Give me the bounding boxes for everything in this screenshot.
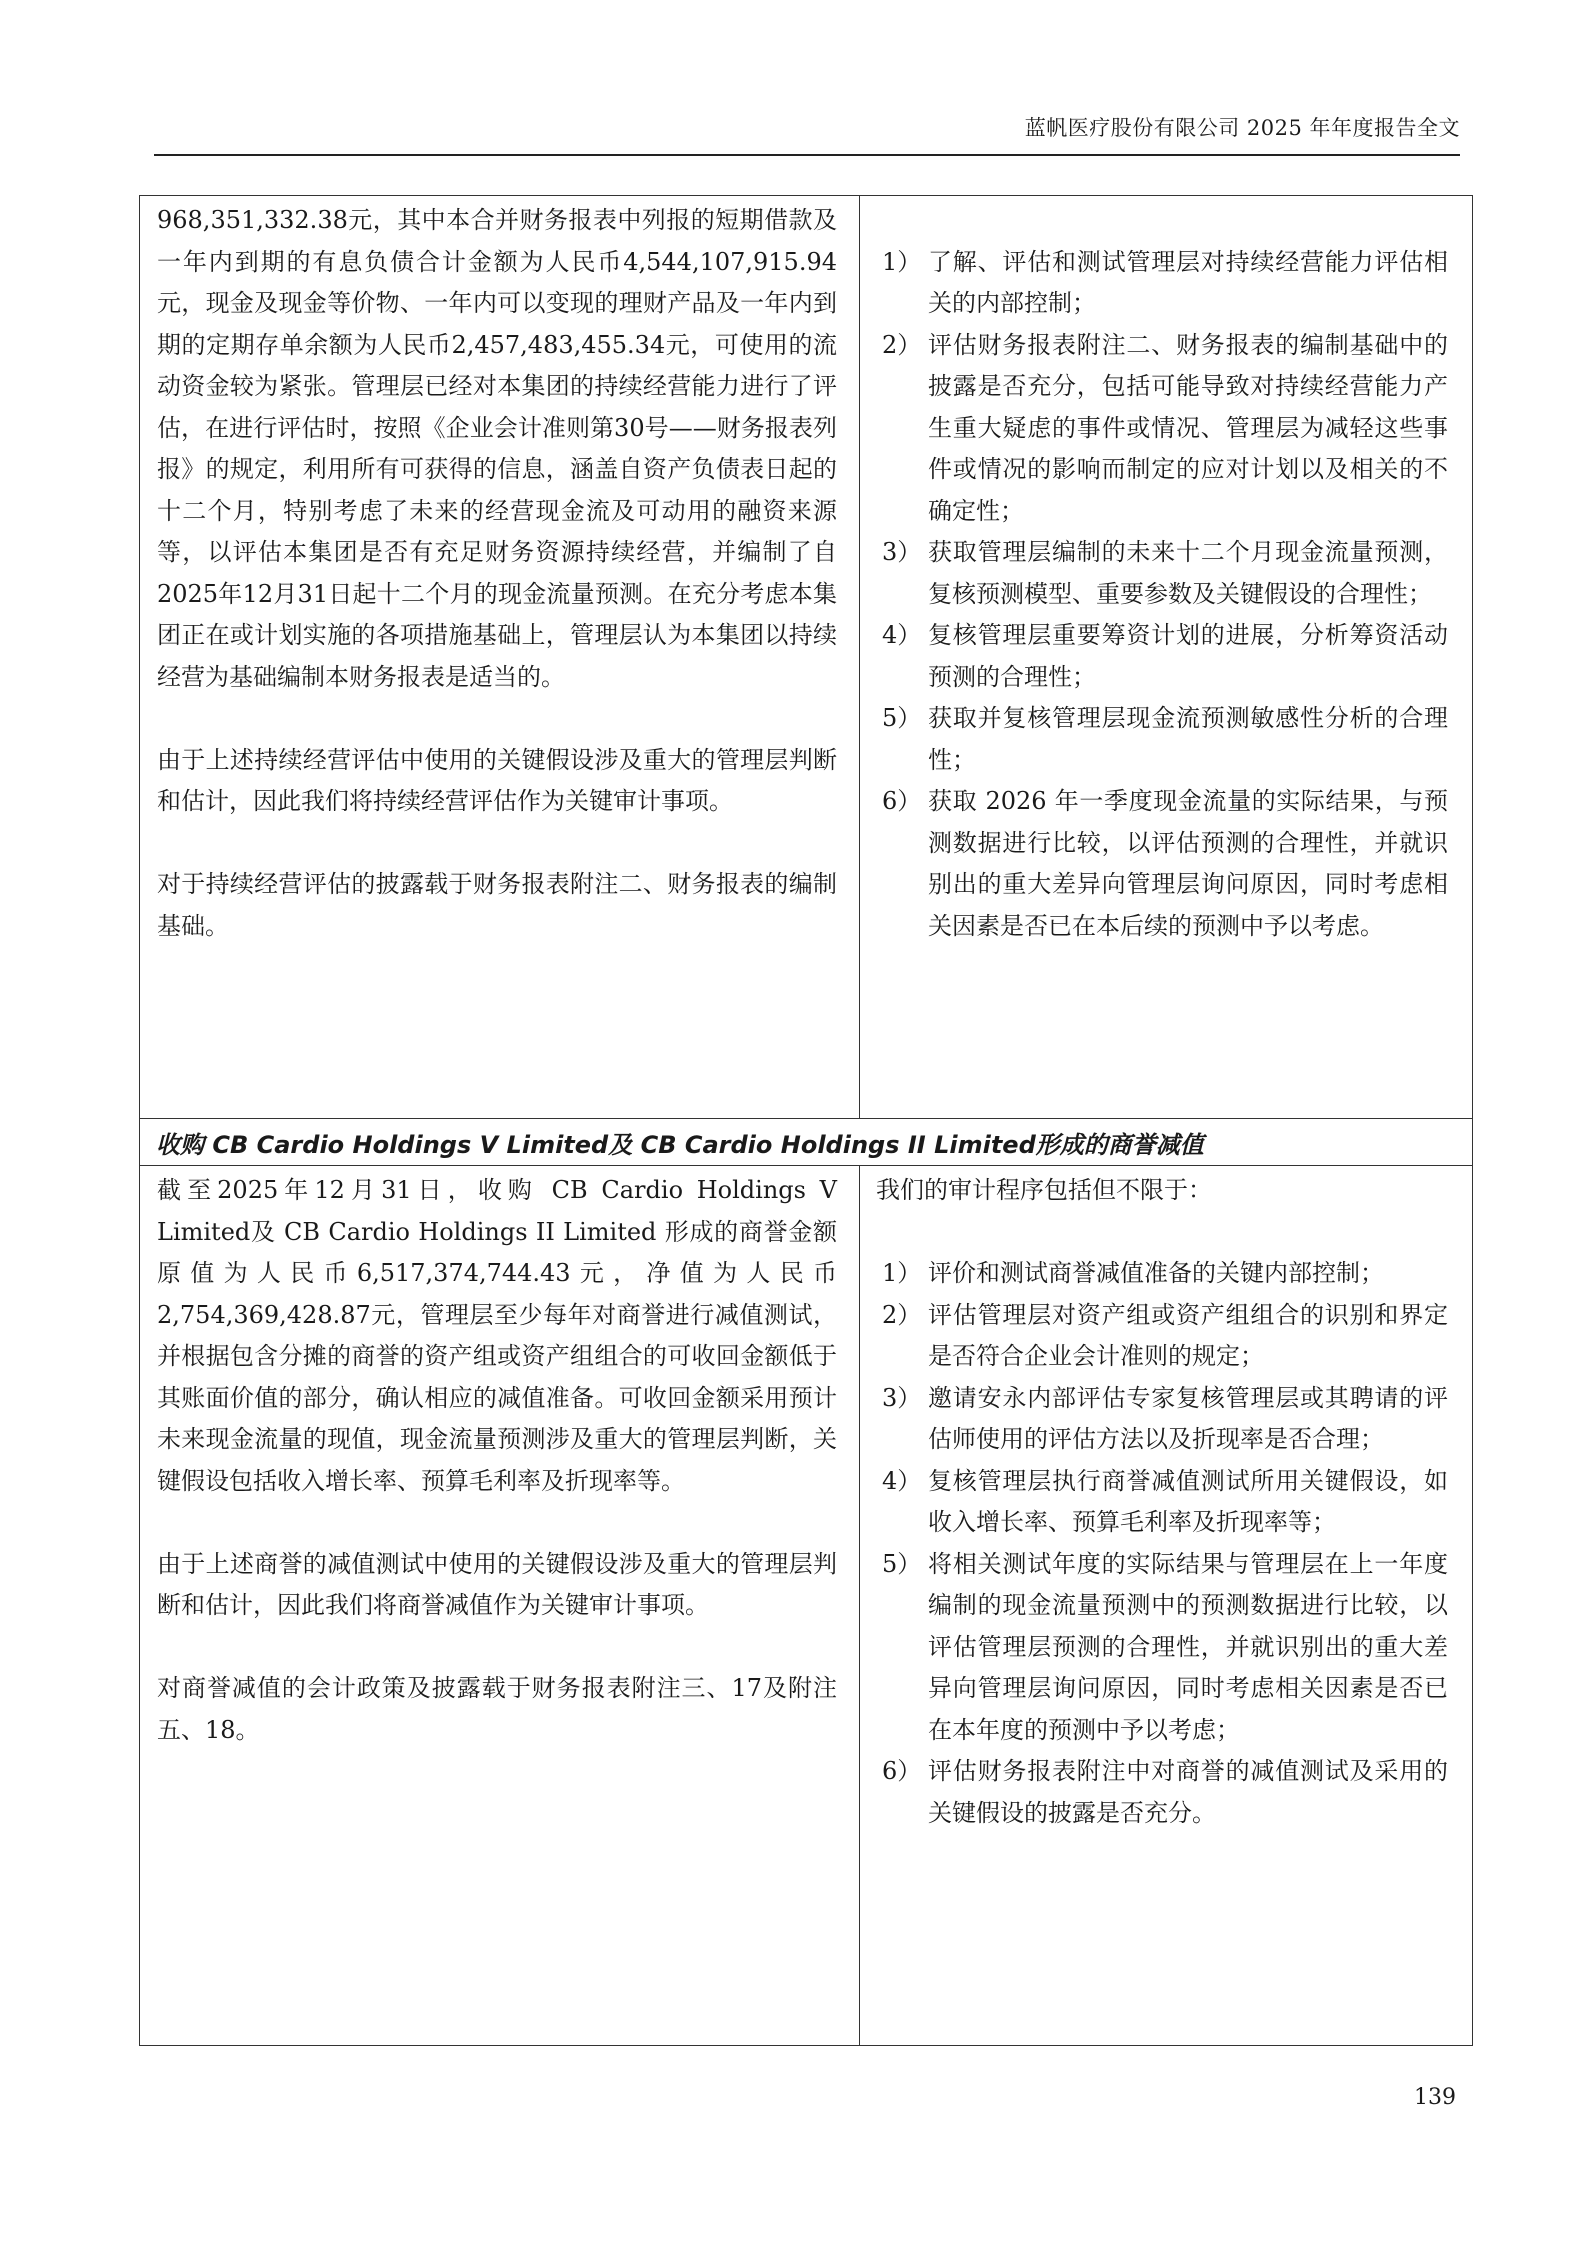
list-item: 6） 获取 2026 年一季度现金流量的实际结果，与预测数据进行比较，以评估预测的合理性，并就识别出的重大差异向管理层询问原因，同时考虑相关因素是否已在本后续的预测中予以考虑。: [882, 787, 1448, 940]
going-concern-reason: 由于上述持续经营评估中使用的关键假设涉及重大的管理层判断和估计，因此我们将持续经营评估作为关键审计事项。: [157, 745, 837, 815]
goodwill-section-title: 收购 CB Cardio Holdings V Limited及 CB Cardio Holdings II Limited形成的商誉减值: [156, 1130, 1204, 1159]
going-concern-description: 968,351,332.38元，其中本合并财务报表中列报的短期借款及一年内到期的有息负债合计金额为人民币4,544,107,915.94元，现金及现金等价物、一年内可以变现的理财产品及一年内到期的定期存单余额为人民币2,457,483,455.34元，可使用的流动资金较为紧张。管理层已经对本集团的持续经营能力进行了评估，在进行评估时，按照《企业会计准则第30号——财务报表列报》的规定，利用所有可获得的信息，涵盖自资产负债表日起的十二个月，特别考虑了未来的经营现金流及可动用的融资来源等，以评估本集团是否有充足财务资源持续经营，并编制了自2025年12月31日起十二个月的现金流量预测。在充分考虑本集团正在或计划实施的各项措施基础上，管理层认为本集团以持续经营为基础编制本财务报表是适当的。: [157, 206, 837, 691]
list-item: 3） 获取管理层编制的未来十二个月现金流量预测，复核预测模型、重要参数及关键假设的合理性；: [882, 538, 1448, 608]
going-concern-procedures-cell: [860, 196, 1473, 1119]
list-item: 4） 复核管理层执行商誉减值测试所用关键假设，如收入增长率、预算毛利率及折现率等；: [882, 1466, 1448, 1536]
going-concern-row: [140, 196, 1473, 1119]
list-item: 1） 评价和测试商誉减值准备的关键内部控制；: [882, 1259, 1384, 1287]
goodwill-procedures-intro: 我们的审计程序包括但不限于：: [876, 1176, 1212, 1204]
list-item: 2） 评估管理层对资产组或资产组组合的识别和界定是否符合企业会计准则的规定；: [882, 1300, 1448, 1370]
report-title: 蓝帆医疗股份有限公司 2025 年年度报告全文: [1024, 116, 1460, 140]
list-item: 4） 复核管理层重要筹资计划的进展，分析筹资活动预测的合理性；: [882, 621, 1448, 691]
goodwill-description: 截至2025年12月31日，收购 CB Cardio Holdings V Limited及 CB Cardio Holdings II Limited 形成的商誉金额原值为人民币6,517,374,744.43元，净值为人民币2,754,369,428.87元，管理层至少每年对商誉进行减值测试，并根据包含分摊的商誉的资产组或资产组组合的可收回金额低于其账面价值的部分，确认相应的减值准备。可收回金额采用预计未来现金流量的现值，现金流量预测涉及重大的管理层判断，关键假设包括收入增长率、预算毛利率及折现率等。: [157, 1176, 837, 1495]
goodwill-row: [140, 1166, 1473, 2046]
page-header: [154, 108, 1460, 156]
list-item: 6） 评估财务报表附注中对商誉的减值测试及采用的关键假设的披露是否充分。: [882, 1757, 1448, 1827]
page-number: 139: [1414, 2085, 1456, 2110]
list-item: 3） 邀请安永内部评估专家复核管理层或其聘请的评估师使用的评估方法以及折现率是否合理；: [882, 1383, 1448, 1453]
key-audit-matters-table: [139, 195, 1473, 2046]
going-concern-disclosure: 对于持续经营评估的披露载于财务报表附注二、财务报表的编制基础。: [157, 870, 837, 940]
goodwill-disclosure: 对商誉减值的会计政策及披露载于财务报表附注三、17及附注五、18。: [157, 1674, 837, 1744]
list-item: 2） 评估财务报表附注二、财务报表的编制基础中的披露是否充分，包括可能导致对持续经营能力产生重大疑虑的事件或情况、管理层为减轻这些事件或情况的影响而制定的应对计划以及相关的不确定性；: [882, 330, 1448, 525]
goodwill-section-heading-row: [140, 1119, 1473, 1166]
goodwill-reason: 由于上述商誉的减值测试中使用的关键假设涉及重大的管理层判断和估计，因此我们将商誉减值作为关键审计事项。: [157, 1549, 837, 1619]
goodwill-section-heading-cell: [140, 1119, 1473, 1166]
goodwill-procedure-list: [876, 1253, 1448, 1834]
going-concern-procedure-list: [876, 242, 1448, 948]
goodwill-procedures-cell: [860, 1166, 1473, 2046]
going-concern-matter-cell: [140, 196, 860, 1119]
goodwill-matter-cell: [140, 1166, 860, 2046]
list-item: 1） 了解、评估和测试管理层对持续经营能力评估相关的内部控制；: [882, 247, 1448, 317]
list-item: 5） 获取并复核管理层现金流预测敏感性分析的合理性；: [882, 704, 1448, 774]
list-item: 5） 将相关测试年度的实际结果与管理层在上一年度编制的现金流量预测中的预测数据进行比较，以评估管理层预测的合理性，并就识别出的重大差异向管理层询问原因，同时考虑相关因素是否已在本年度的预测中予以考虑；: [882, 1549, 1448, 1744]
